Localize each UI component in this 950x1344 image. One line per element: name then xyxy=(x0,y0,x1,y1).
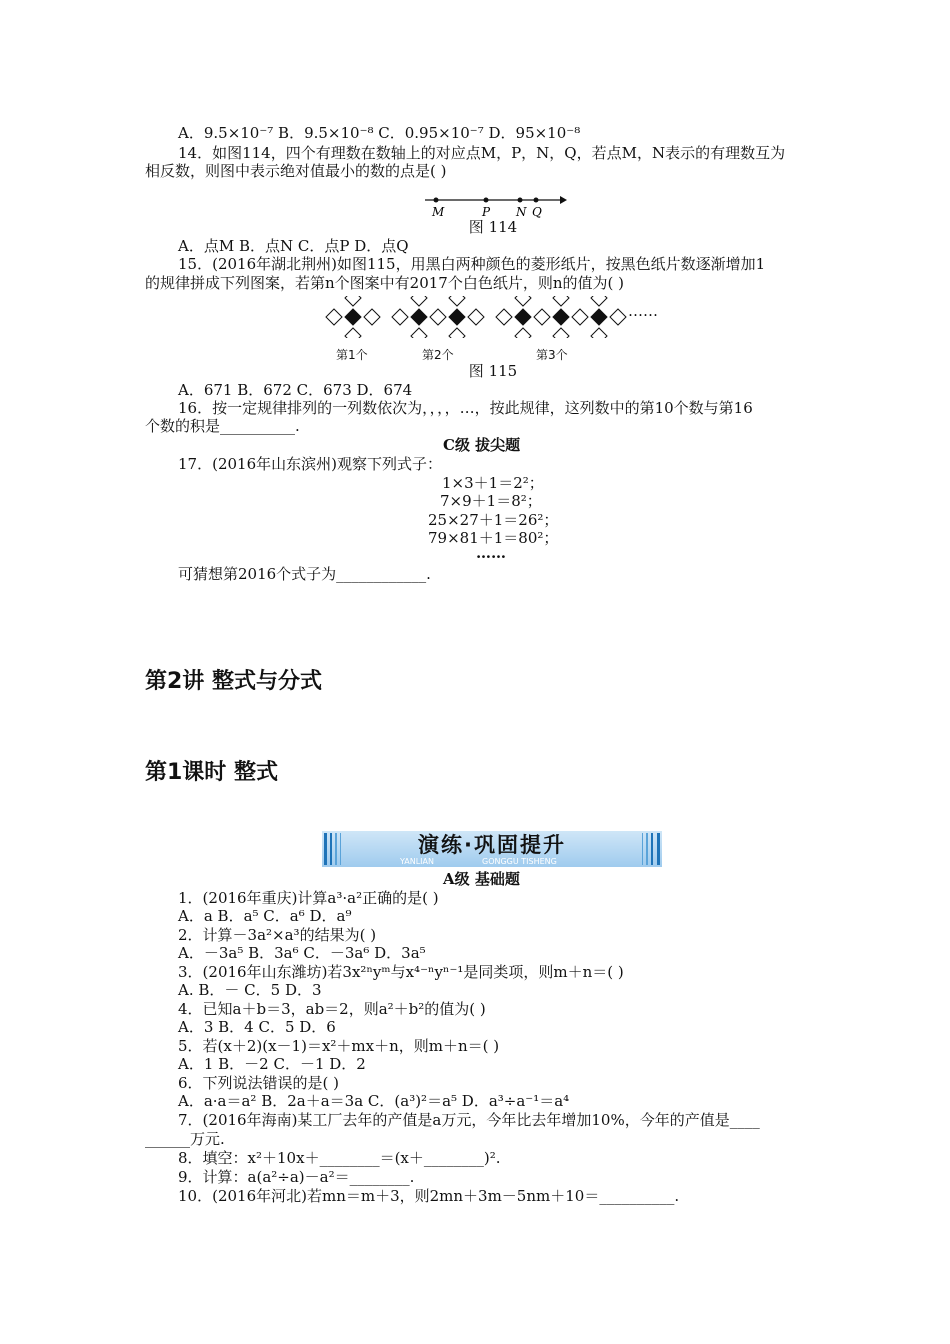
pattern-ellipsis: …… xyxy=(628,302,658,320)
point-n xyxy=(518,198,523,203)
section-c-heading: C级 拔尖题 xyxy=(443,436,521,454)
fig115-caption: 图 115 xyxy=(468,362,518,380)
q6-options: A．a·a＝a² B．2a＋a＝3a C．(a³)²＝a⁵ D．a³÷a⁻¹＝a⁴ xyxy=(178,1092,570,1110)
label-q: Q xyxy=(532,205,542,219)
q6-stem: 6．下列说法错误的是( ) xyxy=(178,1074,340,1092)
label-p: P xyxy=(482,205,491,219)
white-diamond xyxy=(515,296,531,306)
fig114-caption: 图 114 xyxy=(468,218,518,236)
q17-dots: …… xyxy=(476,544,506,562)
white-diamond xyxy=(591,296,607,306)
white-diamond xyxy=(326,309,342,325)
q17-eq2: 7×9＋1＝8²； xyxy=(440,492,542,510)
q17-eq1: 1×3＋1＝2²； xyxy=(442,474,544,492)
q15-line2: 的规律拼成下列图案，若第n个图案中有2017个白色纸片，则n的值为( ) xyxy=(145,274,624,292)
banner-title: 演练·巩固提升 xyxy=(418,833,566,857)
q1-stem: 1．(2016年重庆)计算a³·a²正确的是( ) xyxy=(178,889,439,907)
black-diamond xyxy=(345,309,361,325)
banner-sub1: YANLIAN xyxy=(400,857,434,866)
q17-intro: 17．(2016年山东滨州)观察下列式子： xyxy=(178,455,442,473)
q4-stem: 4．已知a＋b＝3，ab＝2，则a²＋b²的值为( ) xyxy=(178,1000,486,1018)
q17-eq3: 25×27＋1＝26²； xyxy=(428,511,559,529)
q1-options: A．a B．a⁵ C．a⁶ D．a⁹ xyxy=(178,907,352,925)
q7-line2: ______万元. xyxy=(145,1130,225,1148)
q4-options: A．3 B．4 C．5 D．6 xyxy=(178,1018,336,1036)
q10-stem: 10．(2016年河北)若mn＝m＋3，则2mn＋3m－5nm＋10＝__________. xyxy=(178,1187,680,1205)
black-diamond xyxy=(515,309,531,325)
q14-line1: 14．如图114，四个有理数在数轴上的对应点M，P，N，Q，若点M，N表示的有理数互为 xyxy=(178,144,786,162)
white-diamond xyxy=(392,309,408,325)
lesson-heading: 第1课时 整式 xyxy=(145,760,278,785)
white-diamond xyxy=(449,296,465,306)
white-diamond xyxy=(534,309,550,325)
q2-options: A．－3a⁵ B．3a⁶ C．－3a⁶ D．3a⁵ xyxy=(178,944,426,962)
section-a-heading: A级 基础题 xyxy=(443,870,520,888)
white-diamond xyxy=(553,296,569,306)
q7-line1: 7．(2016年海南)某工厂去年的产值是a万元，今年比去年增加10%，今年的产值是____ xyxy=(178,1111,760,1129)
q17-tail: 可猜想第2016个式子为____________. xyxy=(178,565,431,583)
q16-line1: 16．按一定规律排列的一列数依次为，，，，…，按此规律，这列数中的第10个数与第16 xyxy=(178,399,753,417)
black-diamond xyxy=(449,309,465,325)
q5-stem: 5．若(x＋2)(x－1)＝x²＋mx＋n，则m＋n＝( ) xyxy=(178,1037,500,1055)
white-diamond xyxy=(449,328,465,338)
point-q xyxy=(534,198,539,203)
pattern-label-1: 第1个 xyxy=(336,348,368,362)
practice-banner xyxy=(322,831,662,867)
pattern-label-3: 第3个 xyxy=(536,348,568,362)
point-p xyxy=(484,198,489,203)
white-diamond xyxy=(364,309,380,325)
white-diamond xyxy=(430,309,446,325)
white-diamond xyxy=(515,328,531,338)
white-diamond xyxy=(345,296,361,306)
banner-sub2: GONGGU TISHENG xyxy=(482,857,557,866)
pattern-label-2: 第2个 xyxy=(422,348,454,362)
white-diamond xyxy=(610,309,626,325)
black-diamond xyxy=(411,309,427,325)
point-m xyxy=(434,198,439,203)
lecture-heading: 第2讲 整式与分式 xyxy=(145,669,322,694)
white-diamond xyxy=(468,309,484,325)
white-diamond xyxy=(591,328,607,338)
q14-line2: 相反数，则图中表示绝对值最小的数的点是( ) xyxy=(145,162,447,180)
q5-options: A．1 B．－2 C．－1 D．2 xyxy=(178,1055,366,1073)
white-diamond xyxy=(411,296,427,306)
number-line-figure xyxy=(420,190,570,220)
q16-line2: 个数的积是__________. xyxy=(145,417,300,435)
q15-line1: 15．(2016年湖北荆州)如图115，用黑白两种颜色的菱形纸片，按黑色纸片数逐渐增加1 xyxy=(178,255,766,273)
q17-eq4: 79×81＋1＝80²； xyxy=(428,529,559,547)
q13-options: A．9.5×10⁻⁷ B．9.5×10⁻⁸ C．0.95×10⁻⁷ D．95×10⁻⁸ xyxy=(178,124,581,142)
white-diamond xyxy=(345,328,361,338)
white-diamond xyxy=(496,309,512,325)
q8-stem: 8．填空：x²＋10x＋________＝(x＋________)². xyxy=(178,1149,501,1167)
q14-options: A．点M B．点N C．点P D．点Q xyxy=(178,237,409,255)
q2-stem: 2．计算－3a²×a³的结果为( ) xyxy=(178,926,377,944)
label-n: N xyxy=(516,205,527,219)
q3-options: A. B．－ C．5 D．3 xyxy=(178,981,322,999)
q9-stem: 9．计算：a(a²÷a)－a²＝________. xyxy=(178,1168,415,1186)
q15-options: A．671 B．672 C．673 D．674 xyxy=(178,381,413,399)
white-diamond xyxy=(572,309,588,325)
q3-stem: 3．(2016年山东潍坊)若3x²ⁿyᵐ与x⁴⁻ⁿyⁿ⁻¹是同类项，则m＋n＝( ) xyxy=(178,963,624,981)
white-diamond xyxy=(553,328,569,338)
black-diamond xyxy=(553,309,569,325)
diamond-pattern-figure xyxy=(320,296,670,338)
label-m: M xyxy=(432,205,445,219)
axis-arrow xyxy=(560,196,567,204)
black-diamond xyxy=(591,309,607,325)
white-diamond xyxy=(411,328,427,338)
